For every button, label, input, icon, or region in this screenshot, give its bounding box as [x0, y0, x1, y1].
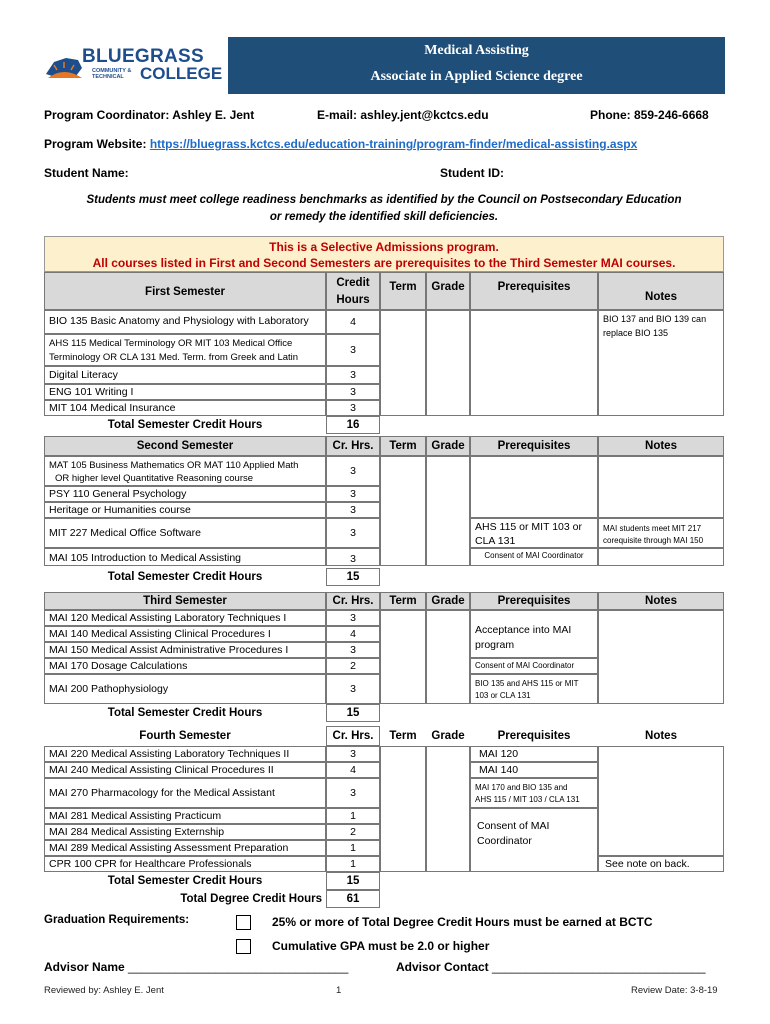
prereq-mai200-line2: 103 or CLA 131 — [475, 691, 531, 700]
graduation-requirements-label: Graduation Requirements: — [44, 914, 190, 926]
course-mai284: MAI 284 Medical Assisting Externship — [44, 824, 326, 840]
term-header-4: Term — [389, 730, 417, 742]
grade-header-2: Grade — [426, 436, 470, 456]
grade-cells-third[interactable] — [426, 610, 470, 704]
hours-mai240: 4 — [326, 762, 380, 778]
course-mai289: MAI 289 Medical Assisting Assessment Preparation — [44, 840, 326, 856]
notes-cells-third — [598, 610, 724, 704]
hours-ahs115: 3 — [326, 334, 380, 366]
course-mit104: MIT 104 Medical Insurance — [44, 400, 326, 416]
note-cpr100: See note on back. — [598, 856, 724, 872]
sunrise-logo-icon — [44, 48, 84, 84]
hours-mit227: 3 — [326, 518, 380, 548]
course-mat105 — [44, 456, 326, 486]
hours-mit104: 3 — [326, 400, 380, 416]
logo-word-college: COLLEGE — [140, 64, 223, 83]
course-eng101: ENG 101 Writing I — [44, 384, 326, 400]
note-bio135-line1: BIO 137 and BIO 139 can — [603, 314, 707, 324]
student-name-label: Student Name: — [44, 166, 129, 180]
grade-cells-second[interactable] — [426, 456, 470, 566]
course-mat105-line1: MAT 105 Business Mathematics OR MAT 110 Applied Math — [49, 460, 299, 471]
grade-cells-fourth[interactable] — [426, 746, 470, 872]
page-number: 1 — [336, 985, 342, 996]
cr-hrs-header-2: Cr. Hrs. — [326, 436, 380, 456]
advisor-contact — [396, 960, 706, 974]
logo-word-community: COMMUNITY & TECHNICAL — [92, 68, 132, 80]
degree-total-label: Total Degree Credit Hours — [180, 893, 322, 905]
hours-mai105: 3 — [326, 548, 380, 566]
prereq-mai240: MAI 140 — [470, 762, 598, 778]
term-cells-third[interactable] — [380, 610, 426, 704]
course-mai281: MAI 281 Medical Assisting Practicum — [44, 808, 326, 824]
reviewed-by: Reviewed by: Ashley E. Jent — [44, 985, 164, 996]
course-digital-literacy: Digital Literacy — [44, 366, 326, 384]
hours-mai281: 1 — [326, 808, 380, 824]
prereq-mai270-line1: MAI 170 and BIO 135 and — [475, 783, 568, 792]
prereq-header: Prerequisites — [470, 272, 598, 310]
banner-line1: This is a Selective Admissions program. — [269, 240, 499, 254]
selective-admissions-banner — [44, 236, 724, 272]
prereq-mai200 — [470, 674, 598, 704]
second-total-hours: 15 — [326, 568, 380, 586]
coordinator-email: E-mail: ashley.jent@kctcs.edu — [317, 108, 489, 122]
course-mai120: MAI 120 Medical Assisting Laboratory Techniques I — [44, 610, 326, 626]
readiness-notice-line1: Students must meet college readiness benchmarks as identified by the Council on Postsecondary Education — [86, 194, 682, 206]
prereq-acceptance — [470, 610, 598, 658]
prereq-header-4: Prerequisites — [497, 730, 571, 742]
prereq-consent-line1: Consent of MAI — [477, 820, 550, 832]
term-cells-second[interactable] — [380, 456, 426, 566]
cr-hrs-header-3: Cr. Hrs. — [326, 592, 380, 610]
course-cpr100: CPR 100 CPR for Healthcare Professionals — [44, 856, 326, 872]
hours-mai170: 2 — [326, 658, 380, 674]
third-total-hours: 15 — [326, 704, 380, 722]
course-mai240: MAI 240 Medical Assisting Clinical Procedures II — [44, 762, 326, 778]
second-total-label: Total Semester Credit Hours — [107, 571, 263, 583]
term-header-3: Term — [380, 592, 426, 610]
requirement-2-checkbox[interactable] — [236, 939, 251, 954]
prereq-mai170: Consent of MAI Coordinator — [470, 658, 598, 674]
prereq-mit227-line2: CLA 131 — [475, 535, 516, 547]
notes-header-3: Notes — [598, 592, 724, 610]
notes-cells-fourth — [598, 746, 724, 856]
requirement-2-text: Cumulative GPA must be 2.0 or higher — [272, 939, 490, 953]
prereq-mai281-289 — [470, 808, 598, 872]
program-website — [44, 137, 637, 151]
course-mat105-line2: OR higher level Quantitative Reasoning course — [55, 473, 254, 484]
requirement-1-checkbox[interactable] — [236, 915, 251, 930]
banner-line2: All courses listed in First and Second Semesters are prerequisites to the Third Semester MAI courses. — [92, 256, 676, 270]
first-total-label: Total Semester Credit Hours — [107, 419, 263, 431]
prereq-mai220: MAI 120 — [470, 746, 598, 762]
credit-hours-header — [326, 272, 380, 310]
third-total-label: Total Semester Credit Hours — [107, 707, 263, 719]
first-semester-header: First Semester — [44, 272, 326, 310]
hours-mai270: 3 — [326, 778, 380, 808]
prereq-mit227-line1: AHS 115 or MIT 103 or — [475, 521, 582, 533]
credit-label: Credit — [336, 277, 370, 289]
fourth-semester-header: Fourth Semester — [139, 730, 231, 742]
prereq-mai200-line1: BIO 135 and AHS 115 or MIT — [475, 679, 579, 688]
prereq-mai270-line2: AHS 115 / MIT 103 / CLA 131 — [475, 795, 580, 804]
cr-hrs-header-4: Cr. Hrs. — [326, 726, 380, 746]
hours-mat105: 3 — [326, 456, 380, 486]
advisor-name-label: Advisor Name — [44, 960, 125, 974]
notes-cells-second-top — [598, 456, 724, 518]
prereq-mit227 — [470, 518, 598, 548]
review-date: Review Date: 3-8-19 — [631, 985, 718, 996]
hours-eng101: 3 — [326, 384, 380, 400]
grade-header-3: Grade — [426, 592, 470, 610]
grade-header: Grade — [426, 272, 470, 310]
prereq-header-2: Prerequisites — [470, 436, 598, 456]
logo-word-bluegrass: BLUEGRASS — [82, 46, 204, 67]
note-mit227-line2: corequisite through MAI 150 — [603, 536, 704, 545]
fourth-total-label: Total Semester Credit Hours — [107, 875, 263, 887]
college-logo — [44, 44, 224, 84]
prereq-mai270 — [470, 778, 598, 808]
course-mai150: MAI 150 Medical Assist Administrative Procedures I — [44, 642, 326, 658]
hours-mai150: 3 — [326, 642, 380, 658]
prereq-cells-first — [470, 310, 598, 416]
note-bio135-line2: replace BIO 135 — [603, 328, 669, 338]
prereq-header-3: Prerequisites — [470, 592, 598, 610]
course-bio135: BIO 135 Basic Anatomy and Physiology with Laboratory — [44, 310, 326, 334]
website-label: Program Website: — [44, 137, 150, 151]
notes-header-4: Notes — [645, 730, 677, 742]
student-id-label: Student ID: — [440, 166, 504, 180]
hours-label: Hours — [336, 294, 370, 306]
requirement-1-text: 25% or more of Total Degree Credit Hours must be earned at BCTC — [272, 915, 653, 929]
hours-mai220: 3 — [326, 746, 380, 762]
advisor-name-field[interactable]: _________________________________ — [128, 960, 349, 974]
hours-cpr100: 1 — [326, 856, 380, 872]
term-header-2: Term — [380, 436, 426, 456]
hours-heritage: 3 — [326, 502, 380, 518]
note-bio135 — [598, 310, 724, 416]
advisor-contact-field[interactable]: ________________________________ — [492, 960, 706, 974]
hours-mai120: 3 — [326, 610, 380, 626]
third-semester-header: Third Semester — [44, 592, 326, 610]
readiness-notice-line2: or remedy the identified skill deficiencies. — [269, 211, 499, 223]
course-ahs115-line1: AHS 115 Medical Terminology OR MIT 103 Medical Office — [49, 338, 293, 349]
note-mit227 — [598, 518, 724, 548]
advisor-name — [44, 960, 348, 974]
second-semester-header: Second Semester — [44, 436, 326, 456]
course-psy110: PSY 110 General Psychology — [44, 486, 326, 502]
course-mai140: MAI 140 Medical Assisting Clinical Procedures I — [44, 626, 326, 642]
grade-cells-first[interactable] — [426, 310, 470, 416]
program-title-box — [228, 37, 725, 94]
prereq-acceptance-line2: program — [475, 639, 515, 651]
hours-mai140: 4 — [326, 626, 380, 642]
course-mai170: MAI 170 Dosage Calculations — [44, 658, 326, 674]
fourth-total-hours: 15 — [326, 872, 380, 890]
term-cells-first[interactable] — [380, 310, 426, 416]
grade-header-4: Grade — [431, 730, 465, 742]
course-mai200: MAI 200 Pathophysiology — [44, 674, 326, 704]
prereq-mai105: Consent of MAI Coordinator — [470, 548, 598, 566]
hours-mai284: 2 — [326, 824, 380, 840]
course-ahs115 — [44, 334, 326, 366]
advisor-contact-label: Advisor Contact — [396, 960, 489, 974]
note-mit227-line1: MAI students meet MIT 217 — [603, 524, 702, 533]
degree-total-hours: 61 — [326, 890, 380, 908]
term-cells-fourth[interactable] — [380, 746, 426, 872]
course-ahs115-line2: Terminology OR CLA 131 Med. Term. from Greek and Latin — [49, 352, 299, 363]
course-mai105: MAI 105 Introduction to Medical Assisting — [44, 548, 326, 566]
program-title: Medical Assisting — [424, 43, 529, 58]
prereq-acceptance-line1: Acceptance into MAI — [475, 624, 572, 636]
coordinator-phone: Phone: 859-246-6668 — [590, 108, 709, 122]
course-mai270: MAI 270 Pharmacology for the Medical Assistant — [44, 778, 326, 808]
program-coordinator: Program Coordinator: Ashley E. Jent — [44, 108, 255, 122]
first-total-hours: 16 — [326, 416, 380, 434]
course-heritage: Heritage or Humanities course — [44, 502, 326, 518]
hours-digital-literacy: 3 — [326, 366, 380, 384]
term-header: Term — [380, 272, 426, 310]
prereq-cells-second-top — [470, 456, 598, 518]
hours-psy110: 3 — [326, 486, 380, 502]
website-link[interactable]: https://bluegrass.kctcs.edu/education-training/program-finder/medical-assisting.aspx — [149, 137, 638, 151]
hours-mai200: 3 — [326, 674, 380, 704]
prereq-consent-line2: Coordinator — [477, 835, 532, 847]
note-mai105 — [598, 548, 724, 566]
hours-mai289: 1 — [326, 840, 380, 856]
notes-header-2: Notes — [598, 436, 724, 456]
hours-bio135: 4 — [326, 310, 380, 334]
course-mit227: MIT 227 Medical Office Software — [44, 518, 326, 548]
course-mai220: MAI 220 Medical Assisting Laboratory Techniques II — [44, 746, 326, 762]
notes-header: Notes — [598, 272, 724, 310]
degree-type: Associate in Applied Science degree — [370, 69, 583, 84]
